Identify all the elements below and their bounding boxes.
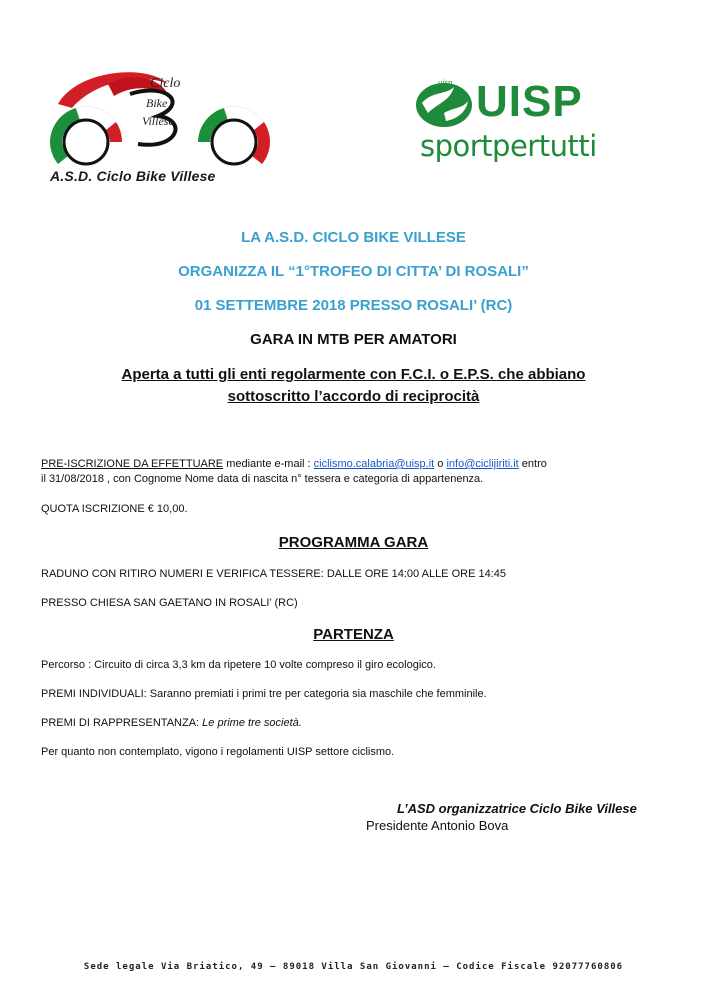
- uisp-small-label: uisp: [438, 79, 453, 87]
- logo-word-villese: Villese: [142, 114, 174, 128]
- programma-presso: PRESSO CHIESA SAN GAETANO IN ROSALI’ (RC): [41, 597, 298, 609]
- heading-date: 01 SETTEMBRE 2018 PRESSO ROSALI’ (RC): [194, 297, 513, 314]
- premi-rappresentanza-text: Le prime tre società.: [199, 717, 302, 729]
- signature-organizer: L’ASD organizzatrice Ciclo Bike Villese: [397, 801, 637, 816]
- race-type: GARA IN MTB PER AMATORI: [250, 331, 457, 348]
- uisp-logo: [414, 75, 644, 185]
- registration-via: mediante e-mail :: [223, 458, 314, 470]
- registration-or: o: [434, 458, 447, 470]
- email-link-ciclijiriti[interactable]: info@ciclijiriti.it: [446, 458, 519, 470]
- signature-president: Presidente Antonio Bova: [366, 818, 509, 833]
- logo-caption: A.S.D. Ciclo Bike Villese: [50, 168, 216, 184]
- ciclo-bike-villese-logo: [38, 64, 278, 194]
- uisp-name: UISP: [476, 77, 583, 126]
- registration-line1: [41, 458, 547, 470]
- registration-entro: entro: [518, 458, 547, 470]
- logo-word-ciclo: Ciclo: [150, 76, 181, 91]
- heading-event: ORGANIZZA IL “1°TROFEO DI CITTA’ DI ROSALI”: [178, 263, 529, 280]
- premi-individuali-text: Saranno premiati i primi tre per categoria sia maschile che femminile.: [146, 688, 487, 700]
- heading-organizer: LA A.S.D. CICLO BIKE VILLESE: [241, 229, 466, 246]
- registration-label: PRE-ISCRIZIONE DA EFFETTUARE: [41, 458, 224, 470]
- open-to-line2: sottoscritto l’accordo di reciprocità: [227, 388, 480, 405]
- footer-legal: Sede legale Via Briatico, 49 – 89018 Villa San Giovanni – Codice Fiscale 92077760806: [83, 962, 624, 972]
- programma-title: PROGRAMMA GARA: [278, 534, 429, 551]
- premi-individuali-label: PREMI INDIVIDUALI:: [41, 688, 147, 700]
- premi-individuali: [41, 688, 487, 700]
- uisp-globe-icon: [414, 77, 474, 129]
- uisp-tagline: sportpertutti: [420, 129, 597, 163]
- open-to-line1: Aperta a tutti gli enti regolarmente con F.C.I. o E.P.S. che abbiano: [121, 366, 586, 383]
- registration-line2: il 31/08/2018 , con Cognome Nome data di nascita n° tessera e categoria di appartenenza.: [41, 473, 484, 485]
- email-link-uisp[interactable]: ciclismo.calabria@uisp.it: [313, 458, 435, 470]
- programma-raduno: RADUNO CON RITIRO NUMERI E VERIFICA TESSERE: DALLE ORE 14:00 ALLE ORE 14:45: [41, 568, 506, 580]
- logo-word-bike: Bike: [146, 96, 168, 110]
- regolamenti-note: Per quanto non contemplato, vigono i regolamenti UISP settore ciclismo.: [41, 746, 395, 758]
- partenza-title: PARTENZA: [313, 626, 394, 643]
- partenza-percorso: Percorso : Circuito di circa 3,3 km da ripetere 10 volte compreso il giro ecologico.: [41, 659, 436, 671]
- premi-rappresentanza: [41, 717, 302, 729]
- registration-fee: QUOTA ISCRIZIONE € 10,00.: [41, 503, 188, 515]
- premi-rappresentanza-label: PREMI DI RAPPRESENTANZA:: [41, 717, 200, 729]
